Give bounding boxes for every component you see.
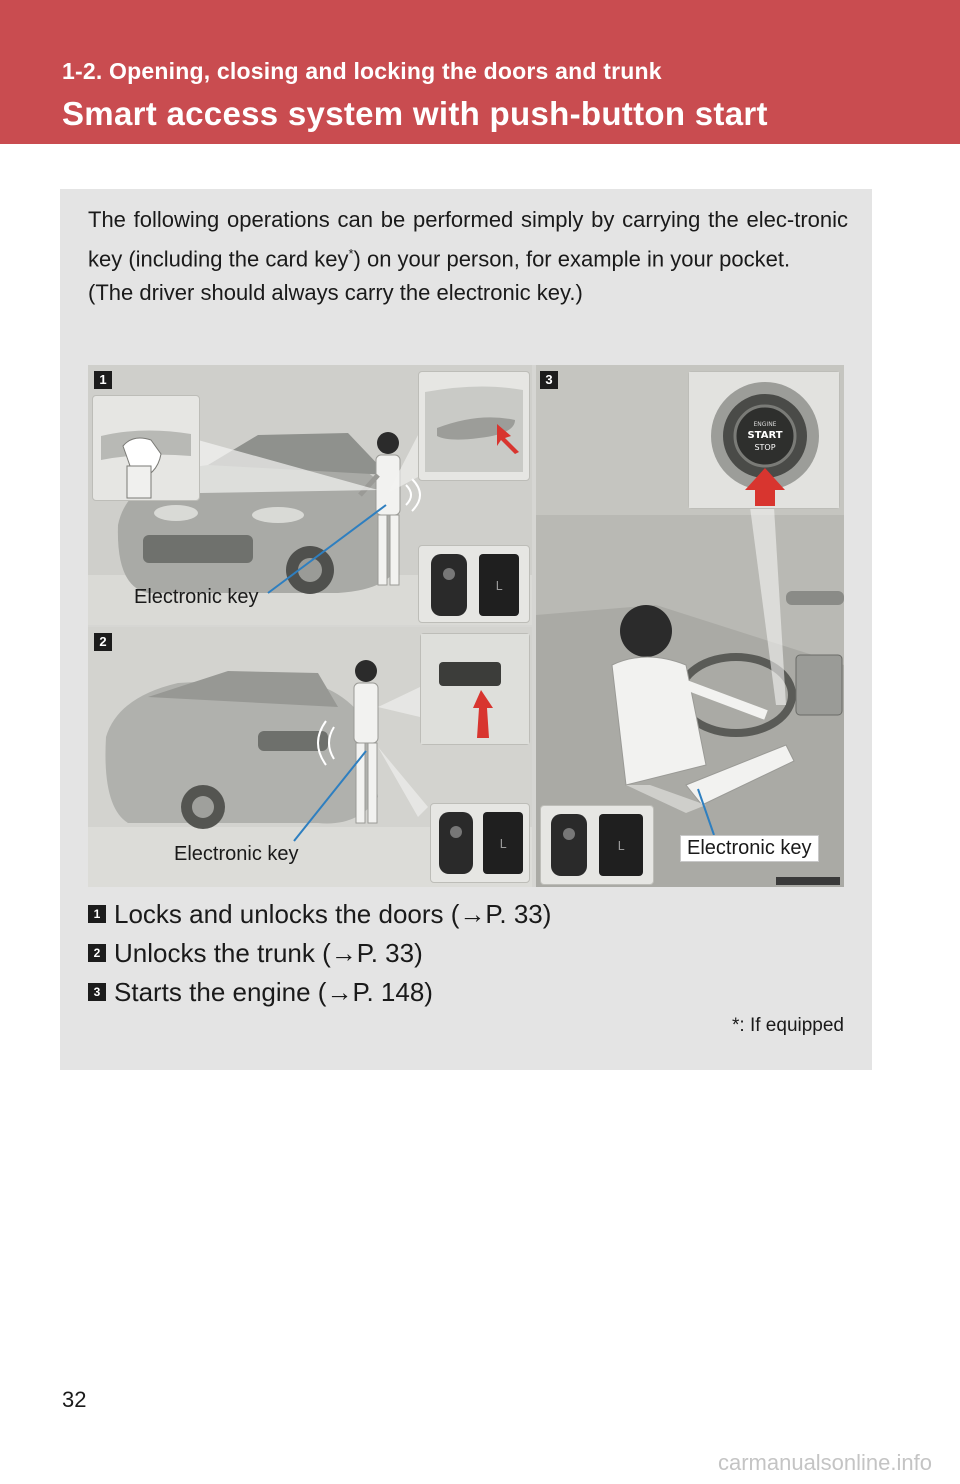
electronic-key-callout: Electronic key [174,843,299,865]
panel-engine [536,365,844,887]
electronic-key-callout: Electronic key [680,835,819,862]
intro-text-part1: The following operations can be performed simply by carrying the elec-tronic key (including the card key [88,207,848,272]
legend-item [88,973,848,1012]
key-fob-icon [419,546,529,622]
key-fob-inset [418,545,530,623]
legend-item [88,895,848,934]
door-handle-inset [418,371,530,481]
button-line-stop: STOP [754,443,776,452]
panel-number: 3 [540,371,558,389]
asterisk-mark: * [348,246,354,261]
trunk-opener-inset [420,633,530,745]
hand-on-handle-icon [93,396,199,500]
intro-note: (The driver should always carry the electronic key.) [88,280,583,306]
panel-number: 1 [94,371,112,389]
content-box [60,189,872,1070]
illustration [88,365,844,887]
button-line-engine: ENGINE [753,421,777,428]
intro-paragraph [88,203,848,310]
brand-mark: L [499,837,507,851]
panel-trunk [88,627,532,887]
chapter-header [0,0,960,144]
key-fob-icon [541,806,653,884]
legend-item [88,934,848,973]
electronic-key-callout: Electronic key [134,586,259,608]
legend-text: Locks and unlocks the doors (→P. 33) [114,899,552,929]
intro-text-part2: ) on your person, for example in your pocket. [353,246,791,272]
footnote: *: If equipped [732,1015,844,1036]
legend-marker: 1 [88,905,106,923]
legend-marker: 3 [88,983,106,1001]
brand-mark: L [617,839,625,853]
legend-marker: 2 [88,944,106,962]
brand-mark: L [495,579,503,593]
button-line-start: START [747,430,783,441]
start-button-inset [688,371,840,509]
engine-start-button-icon [689,372,839,508]
page-number: 32 [62,1387,87,1412]
key-fob-inset [540,805,654,885]
door-handle-icon [419,372,529,480]
trunk-opener-icon [421,634,529,744]
key-fob-inset [430,803,530,883]
watermark: carmanualsonline.info [717,1450,932,1475]
panel-number: 2 [94,633,112,651]
handle-inset [92,395,200,501]
figure-legend [88,895,848,1012]
page-title: Smart access system with push-button start [62,95,768,132]
key-fob-icon [431,804,529,882]
legend-text: Starts the engine (→P. 148) [114,977,433,1007]
figure-code-bar [776,877,840,885]
panel-doors [88,365,532,625]
section-heading: 1-2. Opening, closing and locking the doors and trunk [62,58,662,84]
legend-text: Unlocks the trunk (→P. 33) [114,938,423,968]
